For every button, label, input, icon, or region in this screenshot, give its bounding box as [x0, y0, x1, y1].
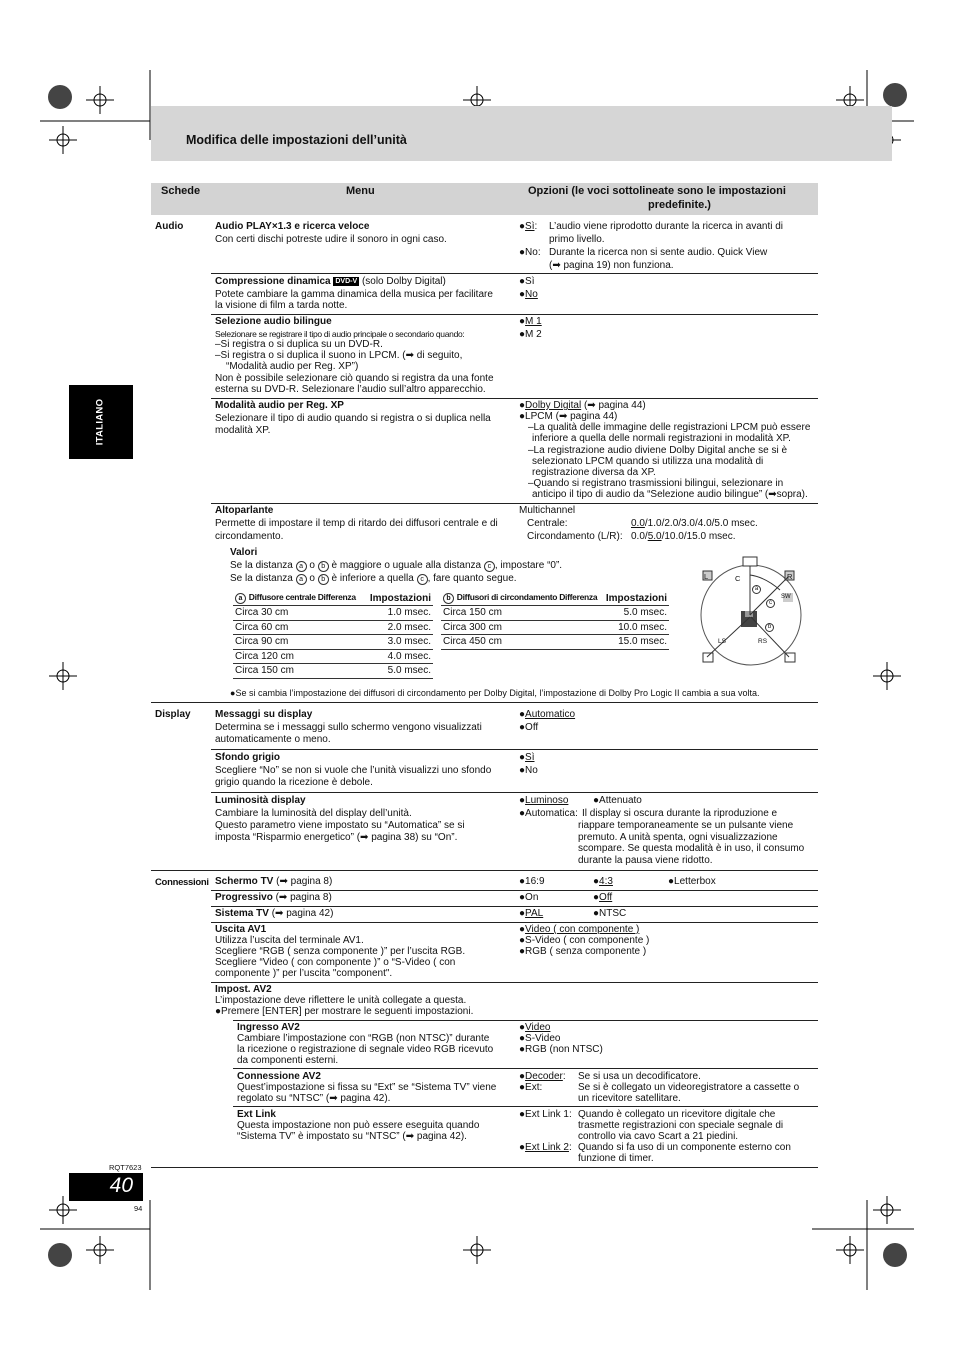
display-lum-opt1: ●Luminoso — [519, 795, 569, 806]
audio-dyn-desc: Potete cambiare la gamma dinamica della musica per facilitare — [215, 289, 493, 300]
audio-dyn-desc2: la visione di film a tarda notte. — [215, 300, 348, 311]
display-lum-desc1: Cambiare la luminosità del display dell’unità. — [215, 808, 412, 819]
diagram-label-l: L — [704, 572, 709, 581]
conn-av2-d1: L’impostazione deve riflettere le unità collegate a questa. — [215, 995, 467, 1006]
col-opzioni-header: Opzioni (le voci sottolineate sono le impostazioni — [528, 185, 786, 197]
conn-av1-title: Uscita AV1 — [215, 924, 267, 935]
conn-ext-d1: Questa impostazione non può essere eseguita quando — [237, 1120, 480, 1131]
audio-xp-title: Modalità audio per Reg. XP — [215, 400, 344, 411]
conn-av1-d1: Utilizza l’uscita del terminale AV1. — [215, 935, 364, 946]
audio-bil-l3: –Si registra o si duplica il suono in LPCM. (➡ di seguito, — [215, 350, 463, 361]
speaker-diagram — [695, 555, 810, 667]
audio-bil-title: Selezione audio bilingue — [215, 316, 332, 327]
conn-av1-d4: componente )” per l’uscita "component". — [215, 968, 393, 979]
distance-cell: Circa 150 cm — [441, 606, 603, 621]
distance-cell: Circa 60 cm — [233, 620, 364, 635]
audio-xp-n3: –La registrazione audio diviene Dolby Digital anche se si è — [528, 445, 788, 456]
tab-connessioni: Connessioni — [155, 877, 209, 888]
conn-sys-opt2: ●NTSC — [593, 908, 627, 919]
display-lum-n2: riappare temporaneamente se un pulsante viene — [578, 820, 794, 831]
page-title: Modifica delle impostazioni dell’unità — [186, 133, 407, 147]
conn-in-d1: Cambiare l’impostazione con “RGB (non NTSC)” durante — [237, 1033, 490, 1044]
page-number-box — [69, 1173, 143, 1201]
display-msg-desc1: Determina se i messaggi sullo schermo vengono visualizzati — [215, 722, 482, 733]
conn-prog-opt1: ●On — [519, 892, 539, 903]
speaker-diagram-svg — [695, 555, 810, 667]
table-circondamento-row — [441, 635, 669, 650]
valori-title: Valori — [230, 547, 258, 558]
audio-bil-l4: “Modalità audio per Reg. XP”) — [226, 361, 359, 372]
conn-in-opt3: ●RGB (non NTSC) — [519, 1044, 603, 1055]
display-bg-desc2: grigio quando la ricezione è debole. — [215, 777, 373, 788]
model-code: RQT7623 — [109, 1163, 142, 1172]
diagram-label-sw: SW — [781, 594, 791, 600]
sub-page-number: 94 — [134, 1204, 143, 1213]
audio-xp-opt1: ●Dolby Digital (➡ pagina 44) — [519, 400, 646, 411]
audio-xp-n1: –La qualità delle immagine delle registrazioni LPCM può essere — [528, 422, 811, 433]
valori-line1: Se la distanza a o b è maggiore o uguale alla distanza c , impostare “0”. — [230, 560, 563, 571]
conn-con-opt2-d1: Se si è collegato un videoregistratore a cassette o — [578, 1082, 800, 1093]
display-bg-opt1: ●Sì — [519, 752, 535, 763]
table-centrale-row — [233, 664, 433, 679]
distance-cell: Circa 150 cm — [233, 664, 364, 679]
audio-spk-title: Altoparlante — [215, 505, 274, 516]
col-schede-header: Schede — [161, 185, 201, 197]
audio-xp-n7: anticipo il tipo di audio da “Selezione audio bilingue” (➡sopra). — [532, 489, 808, 500]
distance-cell: Circa 120 cm — [233, 649, 364, 664]
conn-sys-title: Sistema TV (➡ pagina 42) — [215, 908, 334, 919]
table-centrale-row — [233, 649, 433, 664]
table-centrale-row — [233, 606, 433, 621]
display-msg-opt2: ●Off — [519, 722, 539, 733]
table-centrale-row — [233, 620, 433, 635]
distance-cell: Circa 450 cm — [441, 635, 603, 650]
delay-cell: 3.0 msec. — [364, 635, 433, 650]
table-circondamento-head: b Diffusori di circondamento Differenza — [441, 591, 603, 606]
audio-bil-opt1: ●M 1 — [519, 316, 542, 327]
table-circondamento-row — [441, 606, 669, 621]
audio-spk-centrale-label: Centrale: — [527, 518, 568, 529]
audio-play-desc: Con certi dischi potreste udire il sonoro in ogni caso. — [215, 234, 447, 245]
audio-play-opt1-desc2: primo livello. — [549, 234, 605, 245]
delay-cell: 5.0 msec. — [364, 664, 433, 679]
table-circondamento-row — [441, 620, 669, 635]
page-number: 40 — [109, 1174, 133, 1197]
audio-bil-l2: –Si registra o si duplica su un DVD-R. — [215, 339, 383, 350]
audio-dyn-title: Compressione dinamica DVD-V (solo Dolby Digital) — [215, 276, 446, 287]
conn-ext-opt2: ●Ext Link 2: — [519, 1142, 572, 1153]
valori-line2: Se la distanza a o b è inferiore a quella c , fare quanto segue. — [230, 573, 517, 584]
delay-cell: 10.0 msec. — [603, 620, 669, 635]
conn-ext-opt1-d1: Quando è collegato un ricevitore digitale che — [578, 1109, 776, 1120]
conn-av1-d3: Scegliere “Video ( con componente )” o “S-Video ( con — [215, 957, 456, 968]
conn-in-opt1: ●Video — [519, 1022, 551, 1033]
conn-con-opt2-d2: un ricevitore satellitare. — [578, 1093, 681, 1104]
display-bg-opt2: ●No — [519, 765, 538, 776]
conn-av2-d2: ●Premere [ENTER] per mostrare le seguenti impostazioni. — [215, 1006, 474, 1017]
delay-cell: 2.0 msec. — [364, 620, 433, 635]
audio-spk-circ-label: Circondamento (L/R): — [527, 531, 623, 542]
conn-con-opt1: ●Decoder: — [519, 1071, 566, 1082]
display-lum-n3: premuto. A unità spenta, ogni visualizzazione — [578, 832, 778, 843]
language-side-tab — [69, 385, 133, 459]
audio-bil-l5: Non è possibile selezionare ciò quando si registra da una fonte — [215, 373, 494, 384]
display-msg-title: Messaggi su display — [215, 709, 313, 720]
audio-spk-opt-head: Multichannel — [519, 505, 576, 516]
display-bg-title: Sfondo grigio — [215, 752, 280, 763]
conn-ext-opt2-d2: funzione di timer. — [578, 1153, 654, 1164]
conn-con-d1: Quest’impostazione si fissa su “Ext” se “Sistema TV” viene — [237, 1082, 497, 1093]
conn-in-d3: da componenti esterni. — [237, 1055, 339, 1066]
audio-dyn-opt2: ●No — [519, 289, 538, 300]
display-lum-n1: Il display si oscura durante la riproduzione e — [582, 808, 778, 819]
distance-cell: Circa 30 cm — [233, 606, 364, 621]
table-header — [151, 183, 818, 215]
conn-av1-opt1: ●Video ( con componente ) — [519, 924, 640, 935]
display-lum-opt2: ●Attenuato — [593, 795, 642, 806]
conn-in-title: Ingresso AV2 — [237, 1022, 300, 1033]
display-msg-desc2: automaticamente o meno. — [215, 734, 331, 745]
conn-in-d2: la ricezione o registrazione di segnale video RGB ricevuto — [237, 1044, 494, 1055]
audio-play-opt1: ●Sì: — [519, 221, 538, 232]
tab-audio: Audio — [155, 221, 184, 232]
delay-cell: 15.0 msec. — [603, 635, 669, 650]
audio-spk-centrale-values: 0.0/1.0/2.0/3.0/4.0/5.0 msec. — [631, 518, 758, 529]
display-msg-opt1: ●Automatico — [519, 709, 576, 720]
audio-xp-opt2: ●LPCM (➡ pagina 44) — [519, 411, 618, 422]
audio-play-opt2: ●No: — [519, 247, 541, 258]
distance-cell: Circa 300 cm — [441, 620, 603, 635]
diagram-label-b: b — [765, 623, 774, 632]
audio-spk-desc1: Permette di impostare il temp di ritardo dei diffusori centrale e di — [215, 518, 498, 529]
conn-con-opt1-d: Se si usa un decodificatore. — [578, 1071, 701, 1082]
conn-av1-d2: Scegliere “RGB ( senza componente )” per l’uscita RGB. — [215, 946, 466, 957]
conn-ext-d2: “Sistema TV” è impostato su “NTSC” (➡ pagina 42). — [237, 1131, 467, 1142]
diagram-label-ls: LS — [718, 638, 726, 645]
audio-xp-n6: –Quando si registrano trasmissioni bilingui, selezionare in — [528, 478, 784, 489]
delay-cell: 1.0 msec. — [364, 606, 433, 621]
audio-spk-circ-values: 0.0/5.0/10.0/15.0 msec. — [631, 531, 736, 542]
conn-ext-opt1-d3: controllo via cavo Scart a 21 piedini. — [578, 1131, 739, 1142]
audio-spk-footnote: ●Se si cambia l’impostazione dei diffusori di circondamento per Dolby Digital, l’impostazione di Dolby Pro Logic II cambia a sua volta. — [230, 688, 760, 698]
table-circondamento: b Diffusori di circondamento Differenza Impostazioni Circa 150 cm 5.0 msec. Circa 300 cm 10.0 msec. Circa 450 cm 15.0 msec. — [443, 592, 667, 648]
col-opzioni-header-2: predefinite.) — [648, 199, 711, 211]
table-centrale-row — [233, 635, 433, 650]
language-label: ITALIANO — [94, 398, 106, 446]
display-lum-desc3: imposta “Risparmio energetico” (➡ pagina 38) su “On”. — [215, 832, 458, 843]
conn-tv-opt2: ●4:3 — [593, 876, 613, 887]
display-lum-n4: scompare. Se questa modalità è in uso, il consumo — [578, 843, 805, 854]
audio-play-opt2-desc2: (➡ pagina 19) non funziona. — [549, 260, 674, 271]
audio-play-title: Audio PLAY×1.3 e ricerca veloce — [215, 221, 370, 232]
audio-play-opt1-desc: L’audio viene riprodotto durante la ricerca in avanti di — [549, 221, 784, 232]
display-lum-n5: durante la pausa viene ridotto. — [578, 855, 713, 866]
delay-cell: 5.0 msec. — [603, 606, 669, 621]
display-bg-desc1: Scegliere “No” se non si vuole che l’unità visualizzi uno sfondo — [215, 765, 492, 776]
conn-in-opt2: ●S-Video — [519, 1033, 561, 1044]
diagram-label-a: a — [752, 585, 761, 594]
conn-av1-opt3: ●RGB ( senza componente ) — [519, 946, 647, 957]
conn-ext-title: Ext Link — [237, 1109, 276, 1120]
audio-play-opt2-desc: Durante la ricerca non si sente audio. Quick View — [549, 247, 768, 258]
diagram-label-r: R — [787, 572, 793, 581]
table-centrale: a Diffusore centrale Differenza Impostazioni Circa 30 cm 1.0 msec. Circa 60 cm 2.0 msec. Circa 90 cm 3.0 msec. Circa 120 cm 4.0 msec. Circa 150 cm 5.0 msec. — [235, 592, 431, 677]
conn-ext-opt1: ●Ext Link 1: — [519, 1109, 572, 1120]
tab-display: Display — [155, 709, 191, 720]
audio-xp-n4: selezionato LPCM quando si utilizza una modalità di — [532, 456, 764, 467]
diagram-label-c-dist: c — [766, 599, 775, 608]
conn-con-title: Connessione AV2 — [237, 1071, 321, 1082]
audio-dyn-opt1: ●Sì — [519, 276, 535, 287]
conn-av2-title: Impost. AV2 — [215, 984, 272, 995]
audio-bil-l1: Selezionare se registrare il tipo di audio principale o secondario quando: — [215, 329, 465, 339]
col-menu-header: Menu — [346, 185, 375, 197]
display-lum-title: Luminosità display — [215, 795, 306, 806]
conn-sys-opt1: ●PAL — [519, 908, 544, 919]
delay-cell: 4.0 msec. — [364, 649, 433, 664]
conn-ext-opt2-d1: Quando si fa uso di un componente esterno con — [578, 1142, 791, 1153]
audio-xp-n2: inferiore a quella delle normali registrazioni in modalità XP. — [532, 433, 791, 444]
conn-tv-title: Schermo TV (➡ pagina 8) — [215, 876, 333, 887]
audio-xp-desc2: modalità XP. — [215, 425, 271, 436]
audio-xp-n5: registrazione diversa da XP. — [532, 467, 656, 478]
conn-av1-opt2: ●S-Video ( con componente ) — [519, 935, 650, 946]
display-lum-desc2: Questo parametro viene impostato su “Automatica” se si — [215, 820, 465, 831]
audio-spk-desc2: circondamento. — [215, 531, 284, 542]
conn-prog-opt2: ●Off — [593, 892, 613, 903]
conn-tv-opt3: ●Letterbox — [668, 876, 716, 887]
audio-xp-desc1: Selezionare il tipo di audio quando si registra o si duplica nella — [215, 413, 491, 424]
distance-cell: Circa 90 cm — [233, 635, 364, 650]
conn-ext-opt1-d2: trasmette registrazioni con speciale segnale di — [578, 1120, 784, 1131]
conn-tv-opt1: ●16:9 — [519, 876, 545, 887]
display-lum-opt3: ●Automatica: — [519, 808, 578, 819]
audio-bil-opt2: ●M 2 — [519, 329, 542, 340]
diagram-label-rs: RS — [758, 638, 768, 645]
table-centrale-head: a Diffusore centrale Differenza — [233, 591, 364, 606]
conn-prog-title: Progressivo (➡ pagina 8) — [215, 892, 332, 903]
diagram-label-c: C — [735, 574, 741, 583]
dvd-v-badge: DVD-V — [335, 278, 358, 285]
conn-con-d2: regolato su “NTSC” (➡ pagina 42). — [237, 1093, 391, 1104]
conn-con-opt2: ●Ext: — [519, 1082, 543, 1093]
audio-bil-l6: esterna su DVD-R. Selezionare l’audio sull’altro apparecchio. — [215, 384, 486, 395]
